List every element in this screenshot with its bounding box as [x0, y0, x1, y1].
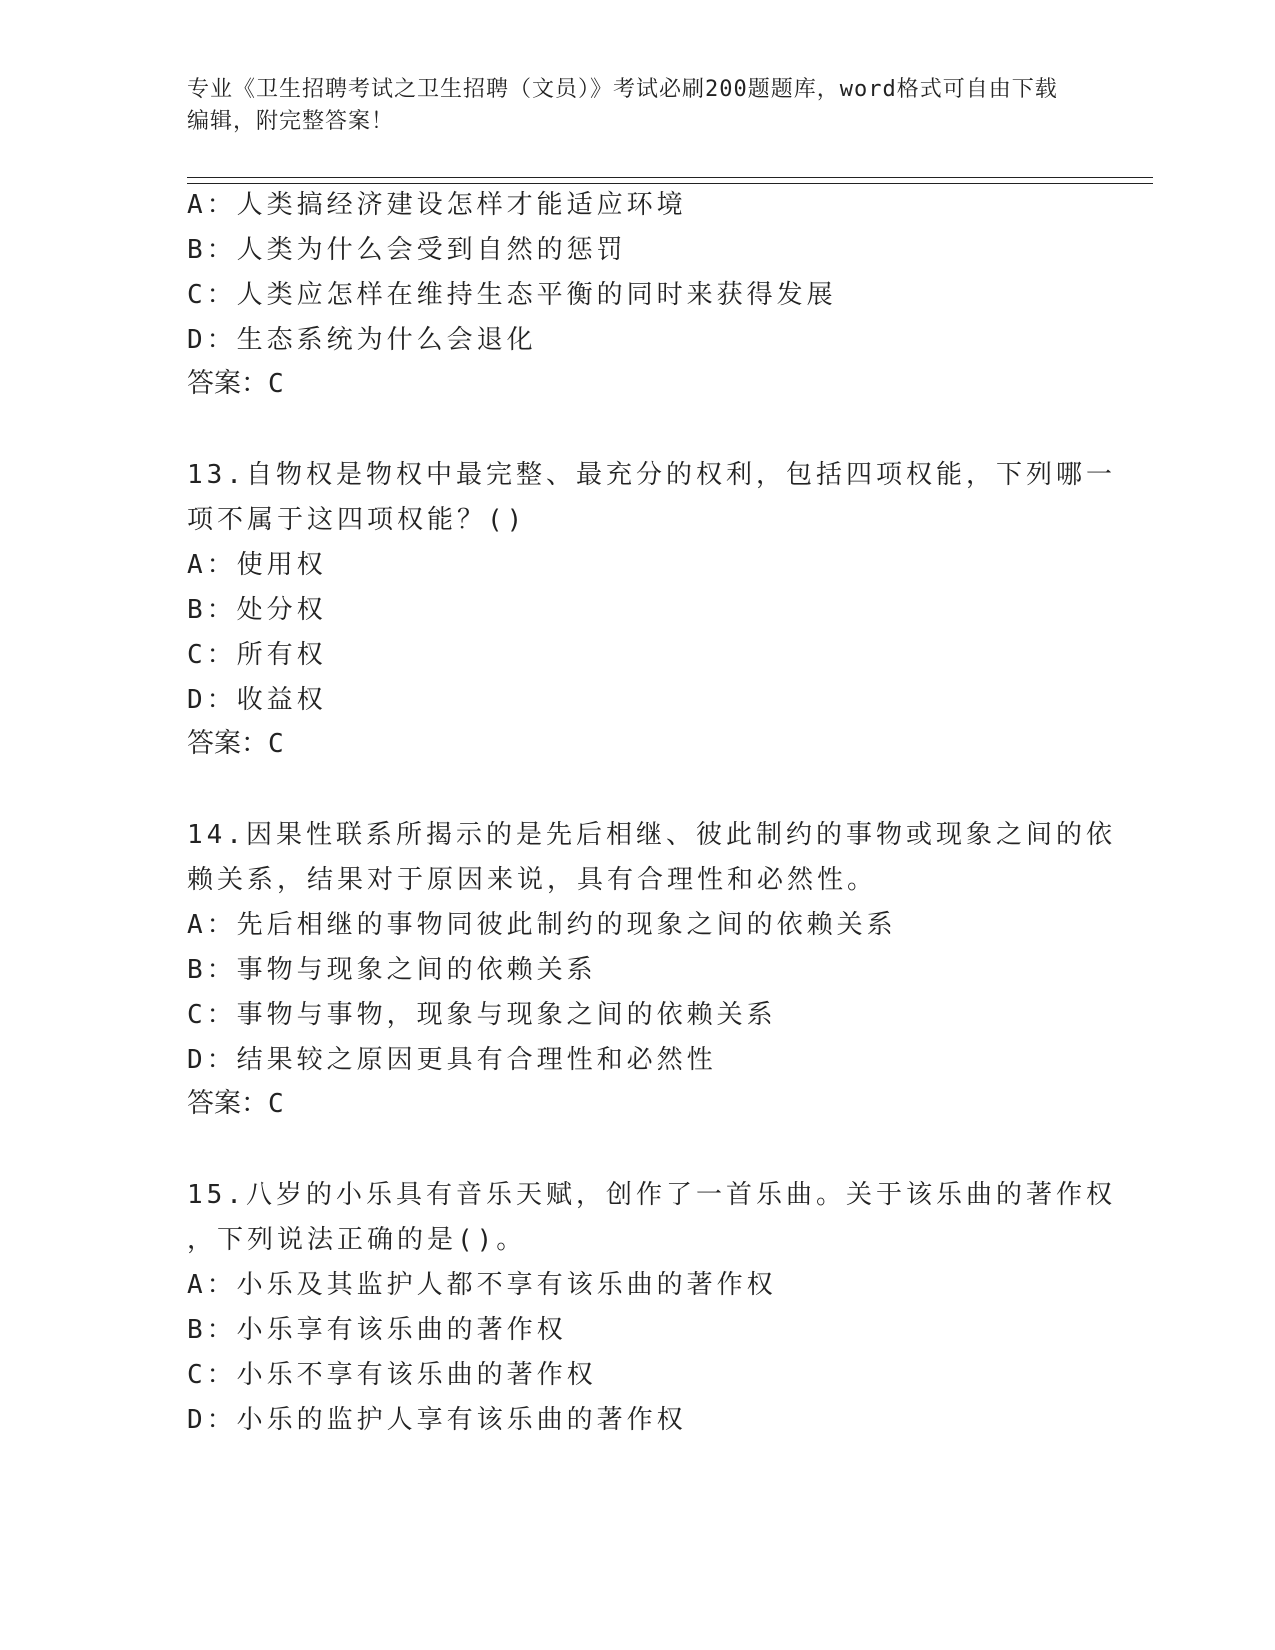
q15-stem-line2: ，下列说法正确的是()。 — [187, 1225, 527, 1255]
q13-answer-label: 答案： — [187, 728, 268, 759]
q14-answer — [187, 1087, 284, 1121]
q13-stem-line2: 项不属于这四项权能？() — [187, 505, 527, 535]
q15-option-d: D：小乐的监护人享有该乐曲的著作权 — [187, 1405, 687, 1435]
q14-option-b: B：事物与现象之间的依赖关系 — [187, 955, 597, 985]
header-divider-top — [187, 177, 1153, 178]
q14-answer-value: C — [268, 1089, 284, 1119]
q13-option-a: A：使用权 — [187, 550, 327, 580]
q13-option-b: B：处分权 — [187, 595, 327, 625]
q15-option-c: C：小乐不享有该乐曲的著作权 — [187, 1360, 597, 1390]
q12-option-c: C：人类应怎样在维持生态平衡的同时来获得发展 — [187, 280, 837, 310]
q14-option-a: A：先后相继的事物同彼此制约的现象之间的依赖关系 — [187, 910, 897, 940]
q12-option-d: D：生态系统为什么会退化 — [187, 325, 537, 355]
q14-option-c: C：事物与事物，现象与现象之间的依赖关系 — [187, 1000, 777, 1030]
q13-answer-value: C — [268, 729, 284, 759]
q15-option-b: B：小乐享有该乐曲的著作权 — [187, 1315, 567, 1345]
q15-option-a: A：小乐及其监护人都不享有该乐曲的著作权 — [187, 1270, 777, 1300]
q13-answer — [187, 727, 284, 761]
q15-stem-line1: 15.八岁的小乐具有音乐天赋，创作了一首乐曲。关于该乐曲的著作权 — [187, 1180, 1116, 1210]
q12-answer-label: 答案： — [187, 368, 268, 399]
q12-option-b: B：人类为什么会受到自然的惩罚 — [187, 235, 627, 265]
q13-option-d: D：收益权 — [187, 685, 327, 715]
document-header: 专业《卫生招聘考试之卫生招聘（文员）》考试必刷200题题库，word格式可自由下载编辑，附完整答案！ — [187, 77, 1058, 134]
q14-stem-line2: 赖关系，结果对于原因来说，具有合理性和必然性。 — [187, 865, 878, 895]
q14-answer-label: 答案： — [187, 1088, 268, 1119]
q13-option-c: C：所有权 — [187, 640, 327, 670]
q13-stem-line1: 13.自物权是物权中最完整、最充分的权利，包括四项权能，下列哪一 — [187, 460, 1116, 490]
q14-stem-line1: 14.因果性联系所揭示的是先后相继、彼此制约的事物或现象之间的依 — [187, 820, 1116, 850]
q12-answer-value: C — [268, 369, 284, 399]
header-divider-bottom — [187, 183, 1153, 184]
q14-option-d: D：结果较之原因更具有合理性和必然性 — [187, 1045, 717, 1075]
q12-answer — [187, 367, 284, 401]
q12-option-a: A：人类搞经济建设怎样才能适应环境 — [187, 190, 687, 220]
